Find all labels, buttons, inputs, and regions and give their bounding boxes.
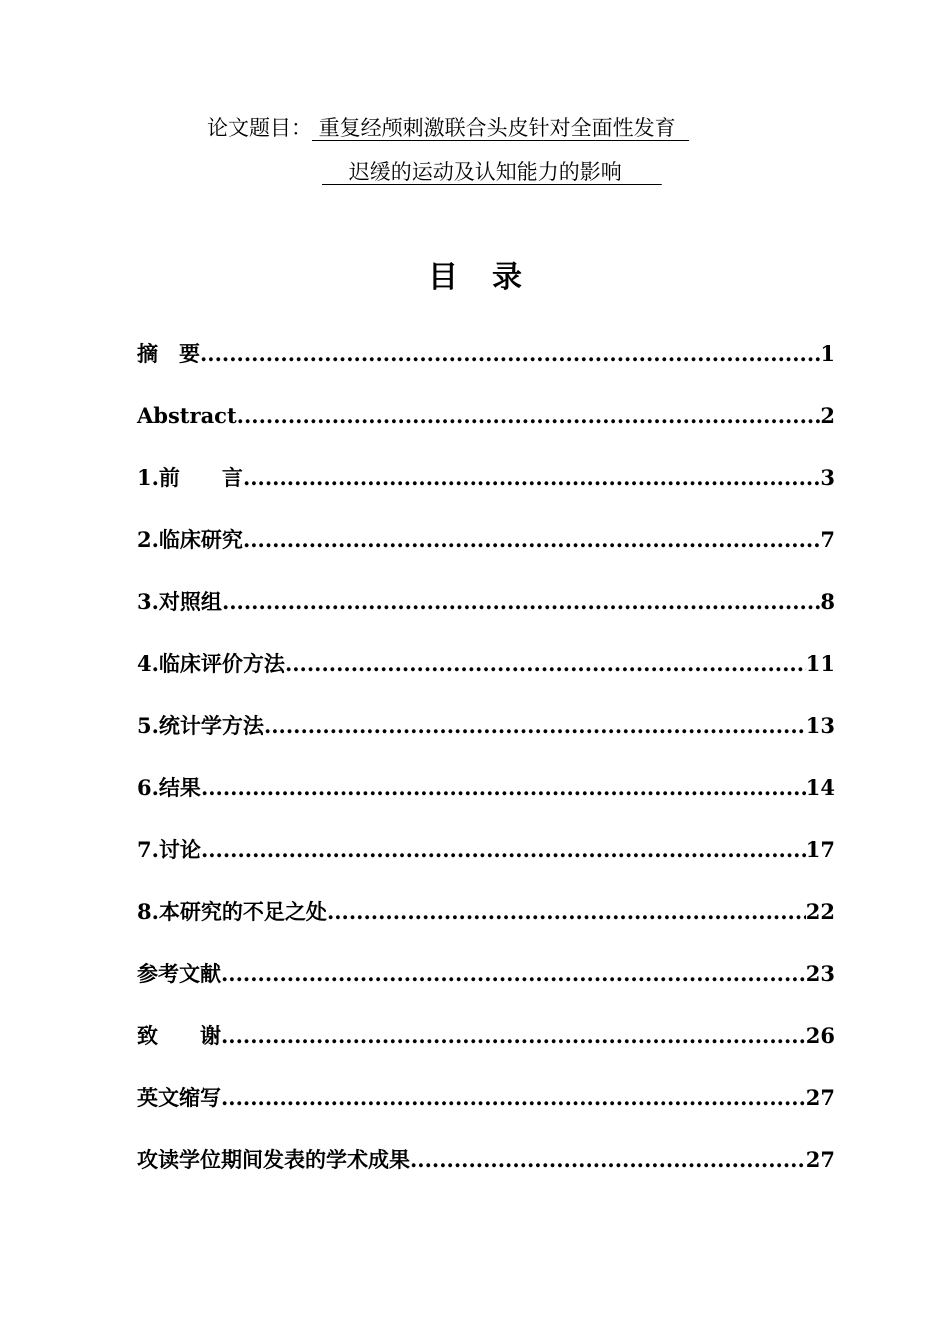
toc-entry-label: 6.结果 — [137, 775, 201, 800]
toc-entry-label: 1.前 言 — [137, 465, 243, 490]
table-of-contents — [137, 336, 835, 1204]
toc-entry-page: 8 — [820, 589, 835, 614]
toc-entry[interactable] — [137, 522, 835, 584]
toc-entry[interactable] — [137, 336, 835, 398]
toc-entry[interactable] — [137, 1142, 835, 1204]
toc-leader-dots — [221, 1080, 806, 1116]
toc-entry[interactable] — [137, 398, 835, 460]
toc-entry[interactable] — [137, 894, 835, 956]
toc-entry-label: Abstract — [137, 403, 237, 428]
toc-entry[interactable] — [137, 708, 835, 770]
toc-entry[interactable] — [137, 646, 835, 708]
toc-entry-label: 摘 要 — [137, 341, 200, 366]
toc-entry[interactable] — [137, 584, 835, 646]
toc-entry-page: 13 — [805, 713, 835, 738]
toc-leader-dots — [243, 522, 820, 558]
thesis-title-line-1 — [207, 112, 689, 144]
thesis-title-text-1: 重复经颅刺激联合头皮针对全面性发育 — [312, 116, 690, 140]
toc-entry[interactable] — [137, 770, 835, 832]
toc-leader-dots — [221, 956, 806, 992]
toc-leader-dots — [201, 770, 806, 806]
toc-entry-page: 1 — [820, 341, 835, 366]
toc-entry[interactable] — [137, 956, 835, 1018]
toc-entry[interactable] — [137, 1018, 835, 1080]
thesis-title-label: 论文题目： — [207, 116, 312, 140]
toc-leader-dots — [201, 832, 806, 868]
toc-entry-label: 攻读学位期间发表的学术成果 — [137, 1147, 410, 1172]
toc-leader-dots — [327, 894, 806, 930]
toc-leader-dots — [243, 460, 820, 496]
toc-entry-page: 2 — [820, 403, 835, 428]
toc-entry-label: 参考文献 — [137, 961, 221, 986]
toc-entry-label: 3.对照组 — [137, 589, 222, 614]
toc-entry-page: 23 — [805, 961, 835, 986]
toc-entry-label: 英文缩写 — [137, 1085, 221, 1110]
toc-entry-page: 17 — [805, 837, 835, 862]
toc-heading: 目录 — [428, 260, 556, 295]
toc-entry-page: 11 — [805, 651, 835, 676]
toc-entry-page: 7 — [820, 527, 835, 552]
toc-leader-dots — [410, 1142, 806, 1178]
thesis-title-line-2 — [322, 156, 662, 188]
toc-entry-page: 3 — [820, 465, 835, 490]
toc-entry-label: 4.临床评价方法 — [137, 651, 285, 676]
thesis-title-text-2: 迟缓的运动及认知能力的影响 — [322, 160, 662, 184]
toc-entry-label: 2.临床研究 — [137, 527, 243, 552]
toc-entry-label: 8.本研究的不足之处 — [137, 899, 327, 924]
toc-entry[interactable] — [137, 1080, 835, 1142]
toc-leader-dots — [237, 398, 821, 434]
toc-entry-page: 27 — [805, 1085, 835, 1110]
toc-entry-page: 27 — [805, 1147, 835, 1172]
toc-leader-dots — [222, 584, 820, 620]
toc-entry[interactable] — [137, 832, 835, 894]
toc-entry-page: 22 — [805, 899, 835, 924]
toc-entry-page: 14 — [805, 775, 835, 800]
toc-leader-dots — [200, 336, 820, 372]
toc-entry-label: 5.统计学方法 — [137, 713, 264, 738]
toc-entry[interactable] — [137, 460, 835, 522]
toc-leader-dots — [221, 1018, 806, 1054]
toc-entry-label: 7.讨论 — [137, 837, 201, 862]
toc-entry-page: 26 — [805, 1023, 835, 1048]
toc-entry-label: 致 谢 — [137, 1023, 221, 1048]
toc-leader-dots — [285, 646, 806, 682]
toc-leader-dots — [264, 708, 806, 744]
